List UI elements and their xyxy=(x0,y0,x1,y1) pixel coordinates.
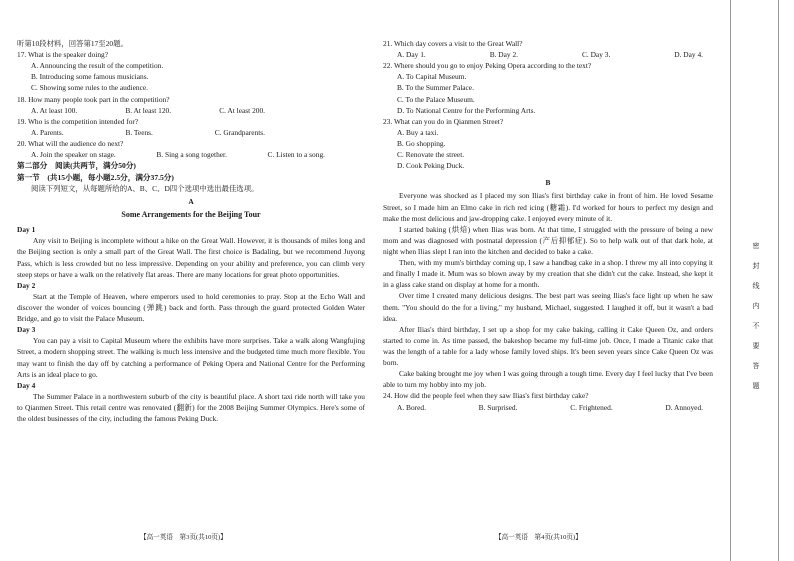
question-stem: 17. What is the speaker doing? xyxy=(17,50,108,60)
passage-b-paragraph: Cake baking brought me joy when I was going through a tough time. Every day I feel lucky that I've been able to turn my hobby into my job. xyxy=(383,369,713,390)
day2-heading: Day 2 xyxy=(17,280,36,290)
right-column xyxy=(383,38,713,413)
option: B. Day 2. xyxy=(489,50,519,60)
day2-text: Start at the Temple of Heaven, where emperors used to hold ceremonies to pray. Stop at the Echo Wall and discover the wonder of voices bouncing (弹跳) back and forth. Pass through the guard protected Golden Water Bridge, and go to visit the Palace Museum. xyxy=(17,291,365,324)
question-stem: 18. How many people took part in the competition? xyxy=(17,94,170,104)
option: B. Sing a song together. xyxy=(156,150,227,160)
question-19 xyxy=(17,116,365,138)
option: B. At least 120. xyxy=(125,105,172,115)
option: C. Listen to a song. xyxy=(267,150,325,160)
passage-b-paragraph: Over time I created many delicious designs. The best part was seeing Ilias's face light up when he saw them. "You should do the for a living," my husband, Michael, suggested. I laughed it off, but it wasn't a bad idea. xyxy=(383,291,713,323)
option: B. Teens. xyxy=(125,127,153,137)
question-24 xyxy=(383,390,713,412)
question-20 xyxy=(17,138,365,160)
question-18 xyxy=(17,94,365,116)
option: A. At least 100. xyxy=(31,105,78,115)
option: A. Parents. xyxy=(31,127,64,137)
option: A. Day 1. xyxy=(397,50,426,60)
margin-rule xyxy=(778,0,779,561)
option: C. Grandparents. xyxy=(214,127,265,137)
question-21 xyxy=(383,38,713,60)
option: C. Day 3. xyxy=(581,50,611,60)
question-17 xyxy=(17,49,365,93)
passage-b-paragraph: Then, with my mum's birthday coming up, I saw a handbag cake in a shop. I threw my all into copying it and finally I made it. Mum was so blown away by my creation that she didn't cut the cake. Instead, she kept it in a glass cake stand on display at home for a month. xyxy=(383,258,713,290)
question-stem: 23. What can you do in Qianmen Street? xyxy=(383,116,504,126)
option: B. Introducing some famous musicians. xyxy=(31,72,149,82)
question-stem: 21. Which day covers a visit to the Great Wall? xyxy=(383,39,523,48)
left-column xyxy=(17,38,365,424)
option: C. To the Palace Museum. xyxy=(397,94,475,104)
passage-b-letter: B xyxy=(545,178,551,188)
option: B. Surprised. xyxy=(478,402,518,412)
passage-a-letter: A xyxy=(188,197,194,207)
day4-heading: Day 4 xyxy=(17,380,36,390)
day1-text: Any visit to Beijing is incomplete without a hike on the Great Wall. However, it is thousands of miles long and the Beijing section is only a small part of the Great Wall. The first choice is Badaling, but we recommend Juyong Pass, which is less crowded but no less impressive. Depending on your ability and preference, you can climb very steep steps or have a walk on the relatively flat areas. There are many locations for great photo opportunities. xyxy=(17,236,365,279)
seal-line-notice: 密 封 线 内 不 要 答 题 xyxy=(752,242,774,390)
day3-heading: Day 3 xyxy=(17,325,36,335)
option: D. Annoyed. xyxy=(665,402,703,412)
passage-b-paragraph: I started baking (烘焙) when Ilias was born. At that time, I struggled with the pressure of being a new mom and was diagnosed with postnatal depression (产后抑郁症). So to help walk out of that dark hole, at night when Ilias slept I ran into the kitchen and decided to bake a cake. xyxy=(383,224,713,256)
margin-rule xyxy=(730,0,731,561)
question-stem: 24. How did the people feel when they saw Ilias's first birthday cake? xyxy=(383,391,589,401)
section1-heading: 第一节 (共15小题，每小题2.5分，满分37.5分) xyxy=(17,172,174,182)
option: D. Day 4. xyxy=(674,50,703,60)
binding-margin xyxy=(720,0,794,561)
question-stem: 22. Where should you go to enjoy Peking Opera according to the text? xyxy=(383,61,592,71)
option: A. Buy a taxi. xyxy=(397,127,439,137)
option: D. To National Centre for the Performing Arts. xyxy=(397,105,536,115)
passage-b-paragraph: After Ilias's third birthday, I set up a shop for my cake baking, calling it Cake Queen Oz, and orders started to come in. As time passed, the bakeshop became my full-time job. Once, I made a Titanic cake that was the length of a table for a lady whose family loved ships. It's been seven years since Cake Queen Oz was born. xyxy=(383,324,713,368)
option: A. Bored. xyxy=(397,402,426,412)
option: C. At least 200. xyxy=(219,105,265,115)
option: C. Renovate the street. xyxy=(397,150,465,160)
option: D. Cook Peking Duck. xyxy=(397,161,465,171)
passage-a-title: Some Arrangements for the Beijing Tour xyxy=(121,210,261,220)
question-23 xyxy=(383,116,713,172)
intro-line: 听第10段材料，回答第17至20题。 xyxy=(17,39,128,48)
question-22 xyxy=(383,60,713,116)
day3-text: You can pay a visit to Capital Museum where the exhibits have more surprises. Take a walk along Wangfujing Street, a modern shopping street. The walking is much less intensive and the budgeted time much more flexible. You may want to finish the day off by catching a performance of Peking Opera and National Centre for the Performing Arts is an ideal place to go. xyxy=(17,336,365,379)
option: A. To Capital Museum. xyxy=(397,72,467,82)
option: C. Frightened. xyxy=(570,402,613,412)
option: B. Go shopping. xyxy=(397,138,446,148)
page-footer-left: 【高一英语 第3页(共10页)】 xyxy=(140,534,227,541)
passage-b-paragraph: Everyone was shocked as I placed my son Ilias's first birthday cake in front of him. He loved Sesame Street, so I made him an Elmo cake in rich red icing (糖霜). I'd worked for hours to perfect my design and make the most delicious and jaw-dropping cake. I enjoyed every minute of it. xyxy=(383,191,713,223)
question-stem: 19. Who is the competition intended for? xyxy=(17,116,139,126)
page-footer-right: 【高一英语 第4页(共10页)】 xyxy=(495,534,582,541)
question-stem: 20. What will the audience do next? xyxy=(17,138,124,148)
option: B. To the Summer Palace. xyxy=(397,83,474,93)
part2-heading: 第二部分 阅读(共两节，满分50分) xyxy=(17,161,136,171)
option: A. Announcing the result of the competition. xyxy=(31,61,164,71)
day1-heading: Day 1 xyxy=(17,225,36,235)
option: C. Showing some rules to the audience. xyxy=(31,83,148,93)
instructions: 阅读下列短文，从每题所给的A、B、C、D四个选项中选出最佳选项。 xyxy=(31,183,259,193)
day4-text: The Summer Palace in a northwestern suburb of the city is beautiful place. A short taxi ride north will take you to Qianmen Street. This retail centre was renovated (翻新) for the 2008 Beijing Summer Olympics. Here's some of the oldest businesses of the city, including the famous Peking Duck. xyxy=(17,391,365,424)
option: A. Join the speaker on stage. xyxy=(31,150,116,160)
